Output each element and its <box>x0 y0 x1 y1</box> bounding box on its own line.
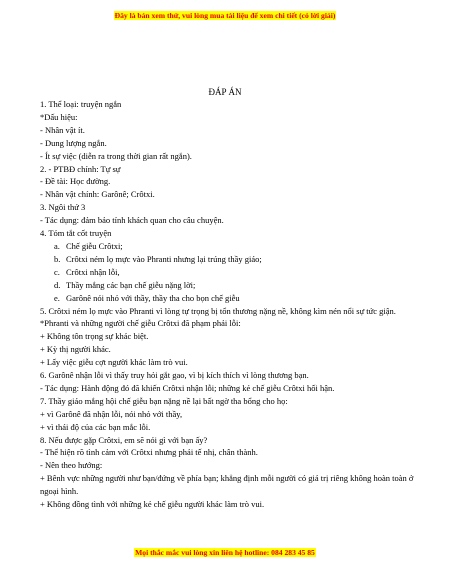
hotline-banner-text: Mọi thắc mắc vui lòng xin liên hệ hotline: 084 283 45 85 <box>135 548 315 557</box>
text-line: - Ít sự việc (diễn ra trong thời gian rất ngắn). <box>40 150 192 161</box>
summary-item-text: Crôtxi ném lọ mực vào Phranti nhưng lại trúng thầy giáo; <box>66 253 262 264</box>
text-line: + Không tôn trọng sự khác biệt. <box>40 331 149 342</box>
text-line: - Đề tài: Học đường. <box>40 176 111 187</box>
summary-item <box>40 279 420 292</box>
summary-item-text: Thầy mắng các bạn chế giễu nặng lời; <box>66 279 196 290</box>
summary-item-label: a. <box>54 240 60 251</box>
text-line: 8. Nếu được gặp Crôtxi, em sẽ nói gì với bạn ấy? <box>40 434 208 445</box>
preview-banner <box>0 11 450 21</box>
text-line: + vì thái độ của các bạn mắc lỗi. <box>40 421 151 432</box>
text-line: *Dấu hiệu: <box>40 111 78 122</box>
text-line: 7. Thầy giáo mắng hội chế giễu bạn nặng nề lại bất ngờ tha bổng cho họ: <box>40 395 288 406</box>
summary-item <box>40 266 420 279</box>
text-line: - Nên theo hướng: <box>40 460 103 471</box>
summary-item <box>40 240 420 253</box>
text-line: - Tác dụng: Hành động đó đã khiến Crôtxi nhận lỗi; những kẻ chế giễu Crôtxi hối hận. <box>40 382 335 393</box>
text-line: 5. Crôtxi ném lọ mực vào Phranti vì lòng tự trọng bị tổn thương nặng nề, không kìm nén nổi sự tức giận. <box>40 305 396 316</box>
text-line: *Phranti và những người chế giễu Crôtxi đã phạm phải lỗi: <box>40 318 241 329</box>
summary-item-label: d. <box>54 279 61 290</box>
summary-item-text: Garônê nói nhỏ với thầy, thầy tha cho bọn chế giễu <box>66 292 240 303</box>
text-line: - Tác dụng: đảm bảo tính khách quan cho câu chuyện. <box>40 215 224 226</box>
text-line: + Kỳ thị người khác. <box>40 344 111 355</box>
hotline-banner <box>0 548 450 558</box>
answer-body <box>40 98 420 511</box>
preview-banner-text: Đây là bản xem thử, vui lòng mua tài liệu để xem chi tiết (có lời giải) <box>114 11 336 20</box>
text-line: 4. Tóm tắt cốt truyện <box>40 228 112 239</box>
text-line: + Không đồng tình với những kẻ chế giễu người khác làm trò vui. <box>40 499 265 510</box>
summary-item-label: c. <box>54 266 60 277</box>
text-line: - Dung lượng ngắn. <box>40 137 107 148</box>
text-line: 2. - PTBĐ chính: Tự sự <box>40 163 121 174</box>
text-line: 6. Garônê nhận lỗi vì thấy truy hỏi gắt gao, vì bị kích thích vì lòng thương bạn. <box>40 370 309 381</box>
text-line: - Nhân vật chính: Garônê; Crôtxi. <box>40 189 155 200</box>
page-title: ĐÁP ÁN <box>208 87 242 97</box>
summary-item <box>40 253 420 266</box>
text-line: - Thể hiện rõ tình cảm với Crôtxi nhưng phải tế nhị, chân thành. <box>40 447 258 458</box>
summary-item-label: b. <box>54 253 61 264</box>
text-line: - Nhân vật ít. <box>40 124 85 135</box>
summary-item-text: Chế giễu Crôtxi; <box>66 240 123 251</box>
summary-item <box>40 292 420 305</box>
text-line: + vì Garônê đã nhận lỗi, nói nhỏ với thầy, <box>40 408 183 419</box>
text-line: + Lấy việc giễu cợt người khác làm trò vui. <box>40 357 188 368</box>
text-line: 3. Ngôi thứ 3 <box>40 202 86 213</box>
summary-item-label: e. <box>54 292 60 303</box>
text-line: 1. Thể loại: truyện ngắn <box>40 99 122 109</box>
summary-item-text: Crôtxi nhận lỗi, <box>66 266 120 277</box>
text-line: + Bênh vực những người như bạn/đứng về phía bạn; khẳng định mỗi người có giá trị riêng không hoàn toàn ở ngoại hình. <box>40 473 414 497</box>
